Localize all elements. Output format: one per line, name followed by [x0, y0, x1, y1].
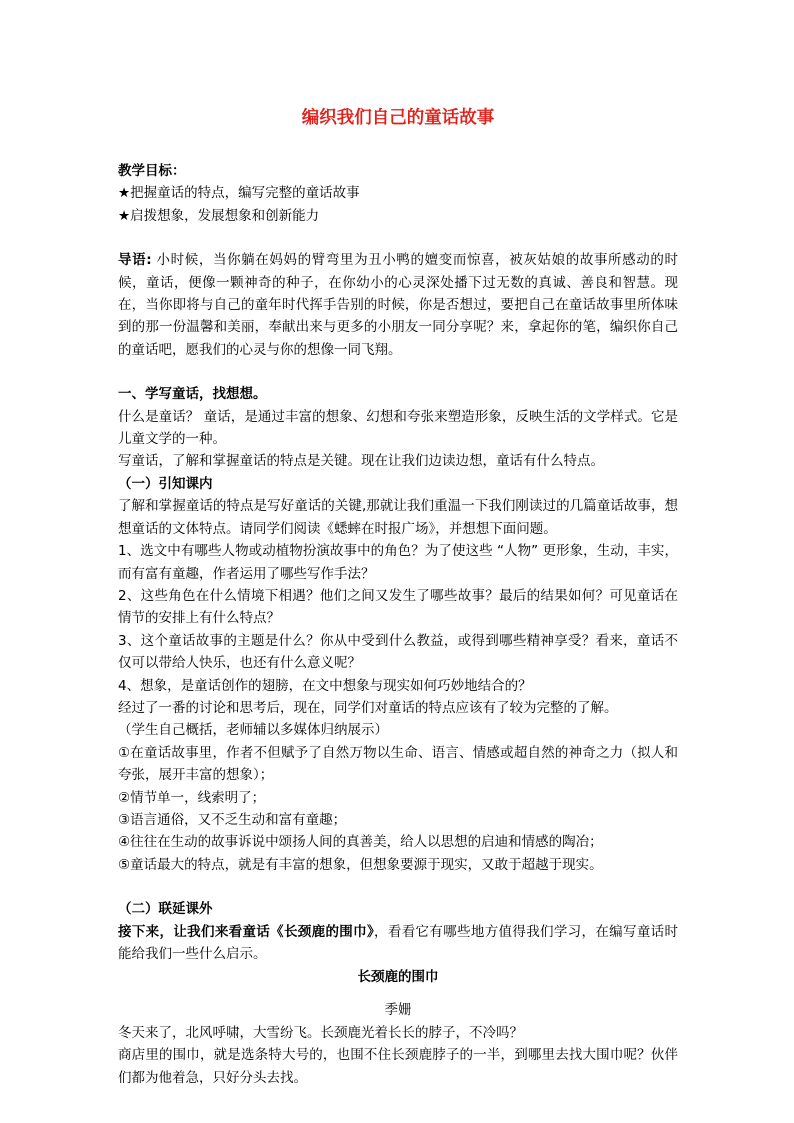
section1-heading: 一、学写童话，找想想。: [118, 386, 267, 403]
document-title: 编织我们自己的童话故事: [301, 108, 495, 128]
definition-paragraph: 什么是童话？ 童话，是通过丰富的想象、幻想和夸张来塑造形象，反映生活的文学样式。它是儿童文学的一种。: [118, 408, 678, 448]
objectives-heading: 教学目标：: [118, 163, 186, 179]
story-paragraph: 商店里的围巾，就是选条特大号的，也围不住长颈鹿脖子的一半，到哪里去找大围巾呢？伙伴们都为他着急，只好分头去找。: [118, 1047, 678, 1086]
subsection2-lead: [118, 921, 678, 966]
story-author: 季姗: [384, 1002, 412, 1019]
spacer: [118, 361, 678, 383]
question-item: 2、这些角色在什么情境下相遇？他们之间又发生了哪些故事？最后的结果如何？可见童话在情节的安排上有什么特点？: [118, 587, 678, 627]
feature-item: ①在童话故事里，作者不但赋予了自然万物以生命、语言、情感或超自然的神奇之力（拟人和夸张，展开丰富的想象）；: [118, 744, 678, 784]
objective-item: ★启拨想象，发展想象和创新能力: [118, 207, 320, 224]
document-page: [118, 106, 678, 1089]
subsection2-heading: （二）联延课外: [118, 901, 213, 918]
story-paragraph: 冬天来了，北风呼啸，大雪纷飞。长颈鹿光着长长的脖子，不冷吗？: [118, 1024, 523, 1041]
objective-item: ★把握童话的特点，编写完整的童话故事: [118, 185, 360, 202]
feature-item: ④往往在生动的故事诉说中颂扬人间的真善美，给人以思想的启迪和情感的陶冶；: [118, 834, 603, 851]
key-paragraph: 写童话，了解和掌握童话的特点是关键。现在让我们边读边想，童话有什么特点。: [118, 453, 604, 470]
feature-item: ⑤童话最大的特点，就是有丰富的想象，但想象要源于现实，又敢于超越于现实。: [118, 856, 603, 873]
subsection1-heading: （一）引知课内: [118, 475, 213, 492]
feature-item: ②情节单一，线索明了；: [118, 789, 266, 806]
discussion-summary: 经过了一番的讨论和思考后，现在，同学们对童话的特点应该有了较为完整的了解。: [118, 699, 618, 716]
teacher-note: （学生自己概括，老师辅以多媒体归纳展示）: [118, 722, 388, 739]
spacer: [118, 876, 678, 898]
intro-label: 导语:: [118, 252, 152, 269]
intro-paragraph: [118, 249, 678, 361]
question-item: 3、这个童话故事的主题是什么？你从中受到什么教益，或得到哪些精神享受？看来，童话不仅可以带给人快乐，也还有什么意义呢？: [118, 632, 678, 672]
feature-item: ③语言通俗，又不乏生动和富有童趣；: [118, 811, 347, 828]
subsection1-paragraph: 了解和掌握童话的特点是写好童话的关键,那就让我们重温一下我们刚读过的几篇童话故事，想想童话的文体特点。请同学们阅读《蟋蟀在时报广场》，并想想下面问题。: [118, 498, 678, 537]
lead-rest: ，看看它有哪些地方值得我们学习，在编写童话时能给我们一些什么启示。: [118, 923, 679, 962]
lead-bold: 接下来，让我们来看童话《长颈鹿的围巾》: [118, 923, 375, 940]
story-title: 长颈鹿的围巾: [357, 969, 439, 986]
spacer: [118, 227, 678, 249]
question-item: 1、选文中有哪些人物或动植物扮演故事中的角色？为了使这些 “人物” 更形象，生动，丰实，而有富有童趣，作者运用了哪些写作手法？: [118, 543, 678, 582]
question-item: 4、想象，是童话创作的翅膀，在文中想象与现实如何巧妙地结合的？: [118, 677, 532, 694]
intro-text: 小时候，当你躺在妈妈的臂弯里为丑小鸭的嬗变而惊喜，被灰姑娘的故事所感动的时候，童话，便像一颗神奇的种子，在你幼小的心灵深处播下过无数的真诚、善良和智慧。现在，当你即将与自己的童年时代挥手告别的时候，你是否想过，要把自己在童话故事里所体味到的那一份温馨和美丽，奉献出来与更多的小朋友一同分享呢？来，拿起你的笔，编织你自己的童话吧，愿我们的心灵与你的想像一同飞翔。: [118, 252, 678, 358]
